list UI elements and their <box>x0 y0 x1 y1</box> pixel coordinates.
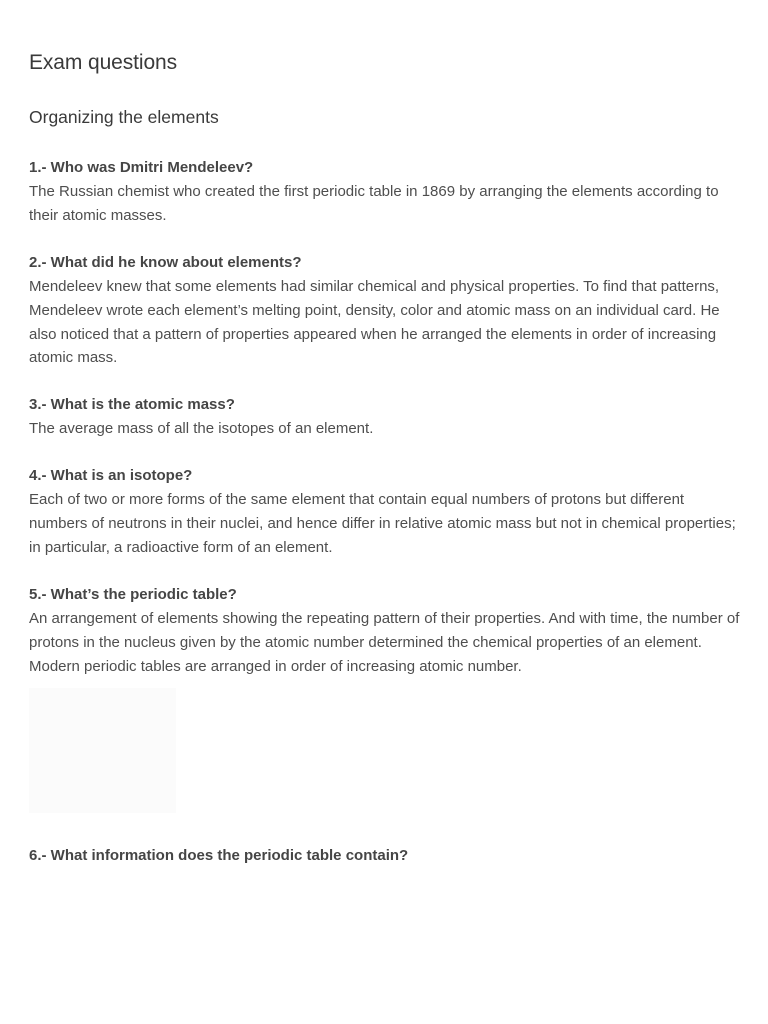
qa-item-4 <box>29 464 741 559</box>
document-title: Exam questions <box>29 51 178 74</box>
question-5: 5.- What’s the periodic table? <box>29 586 237 603</box>
qa-item-6 <box>29 844 741 868</box>
answer-5: An arrangement of elements showing the repeating pattern of their properties. And with time, the number of protons in the nucleus given by the atomic number determined the chemical properties of an element. Modern periodic tables are arranged in order of increasing atomic number. <box>29 610 740 675</box>
answer-2: Mendeleev knew that some elements had similar chemical and physical properties. To find that patterns, Mendeleev wrote each element’s melting point, density, color and atomic mass on an individual card. He also noticed that a pattern of properties appeared when he arranged the elements in order of increasing atomic mass. <box>29 278 720 367</box>
section-subtitle: Organizing the elements <box>29 107 219 127</box>
question-6: 6.- What information does the periodic table contain? <box>29 847 409 864</box>
question-3: 3.- What is the atomic mass? <box>29 396 235 413</box>
answer-1: The Russian chemist who created the first periodic table in 1869 by arranging the elements according to their atomic masses. <box>29 183 719 224</box>
question-4: 4.- What is an isotope? <box>29 467 193 484</box>
answer-4: Each of two or more forms of the same element that contain equal numbers of protons but different numbers of neutrons in their nuclei, and hence differ in relative atomic mass but not in chemical properties; in particular, a radioactive form of an element. <box>29 491 736 556</box>
qa-item-1 <box>29 156 741 228</box>
question-2: 2.- What did he know about elements? <box>29 254 302 271</box>
qa-item-3 <box>29 393 741 441</box>
qa-item-2 <box>29 251 741 370</box>
answer-3: The average mass of all the isotopes of an element. <box>29 420 374 437</box>
question-1: 1.- Who was Dmitri Mendeleev? <box>29 159 254 176</box>
qa-item-5 <box>29 583 741 678</box>
image-placeholder <box>29 688 176 813</box>
